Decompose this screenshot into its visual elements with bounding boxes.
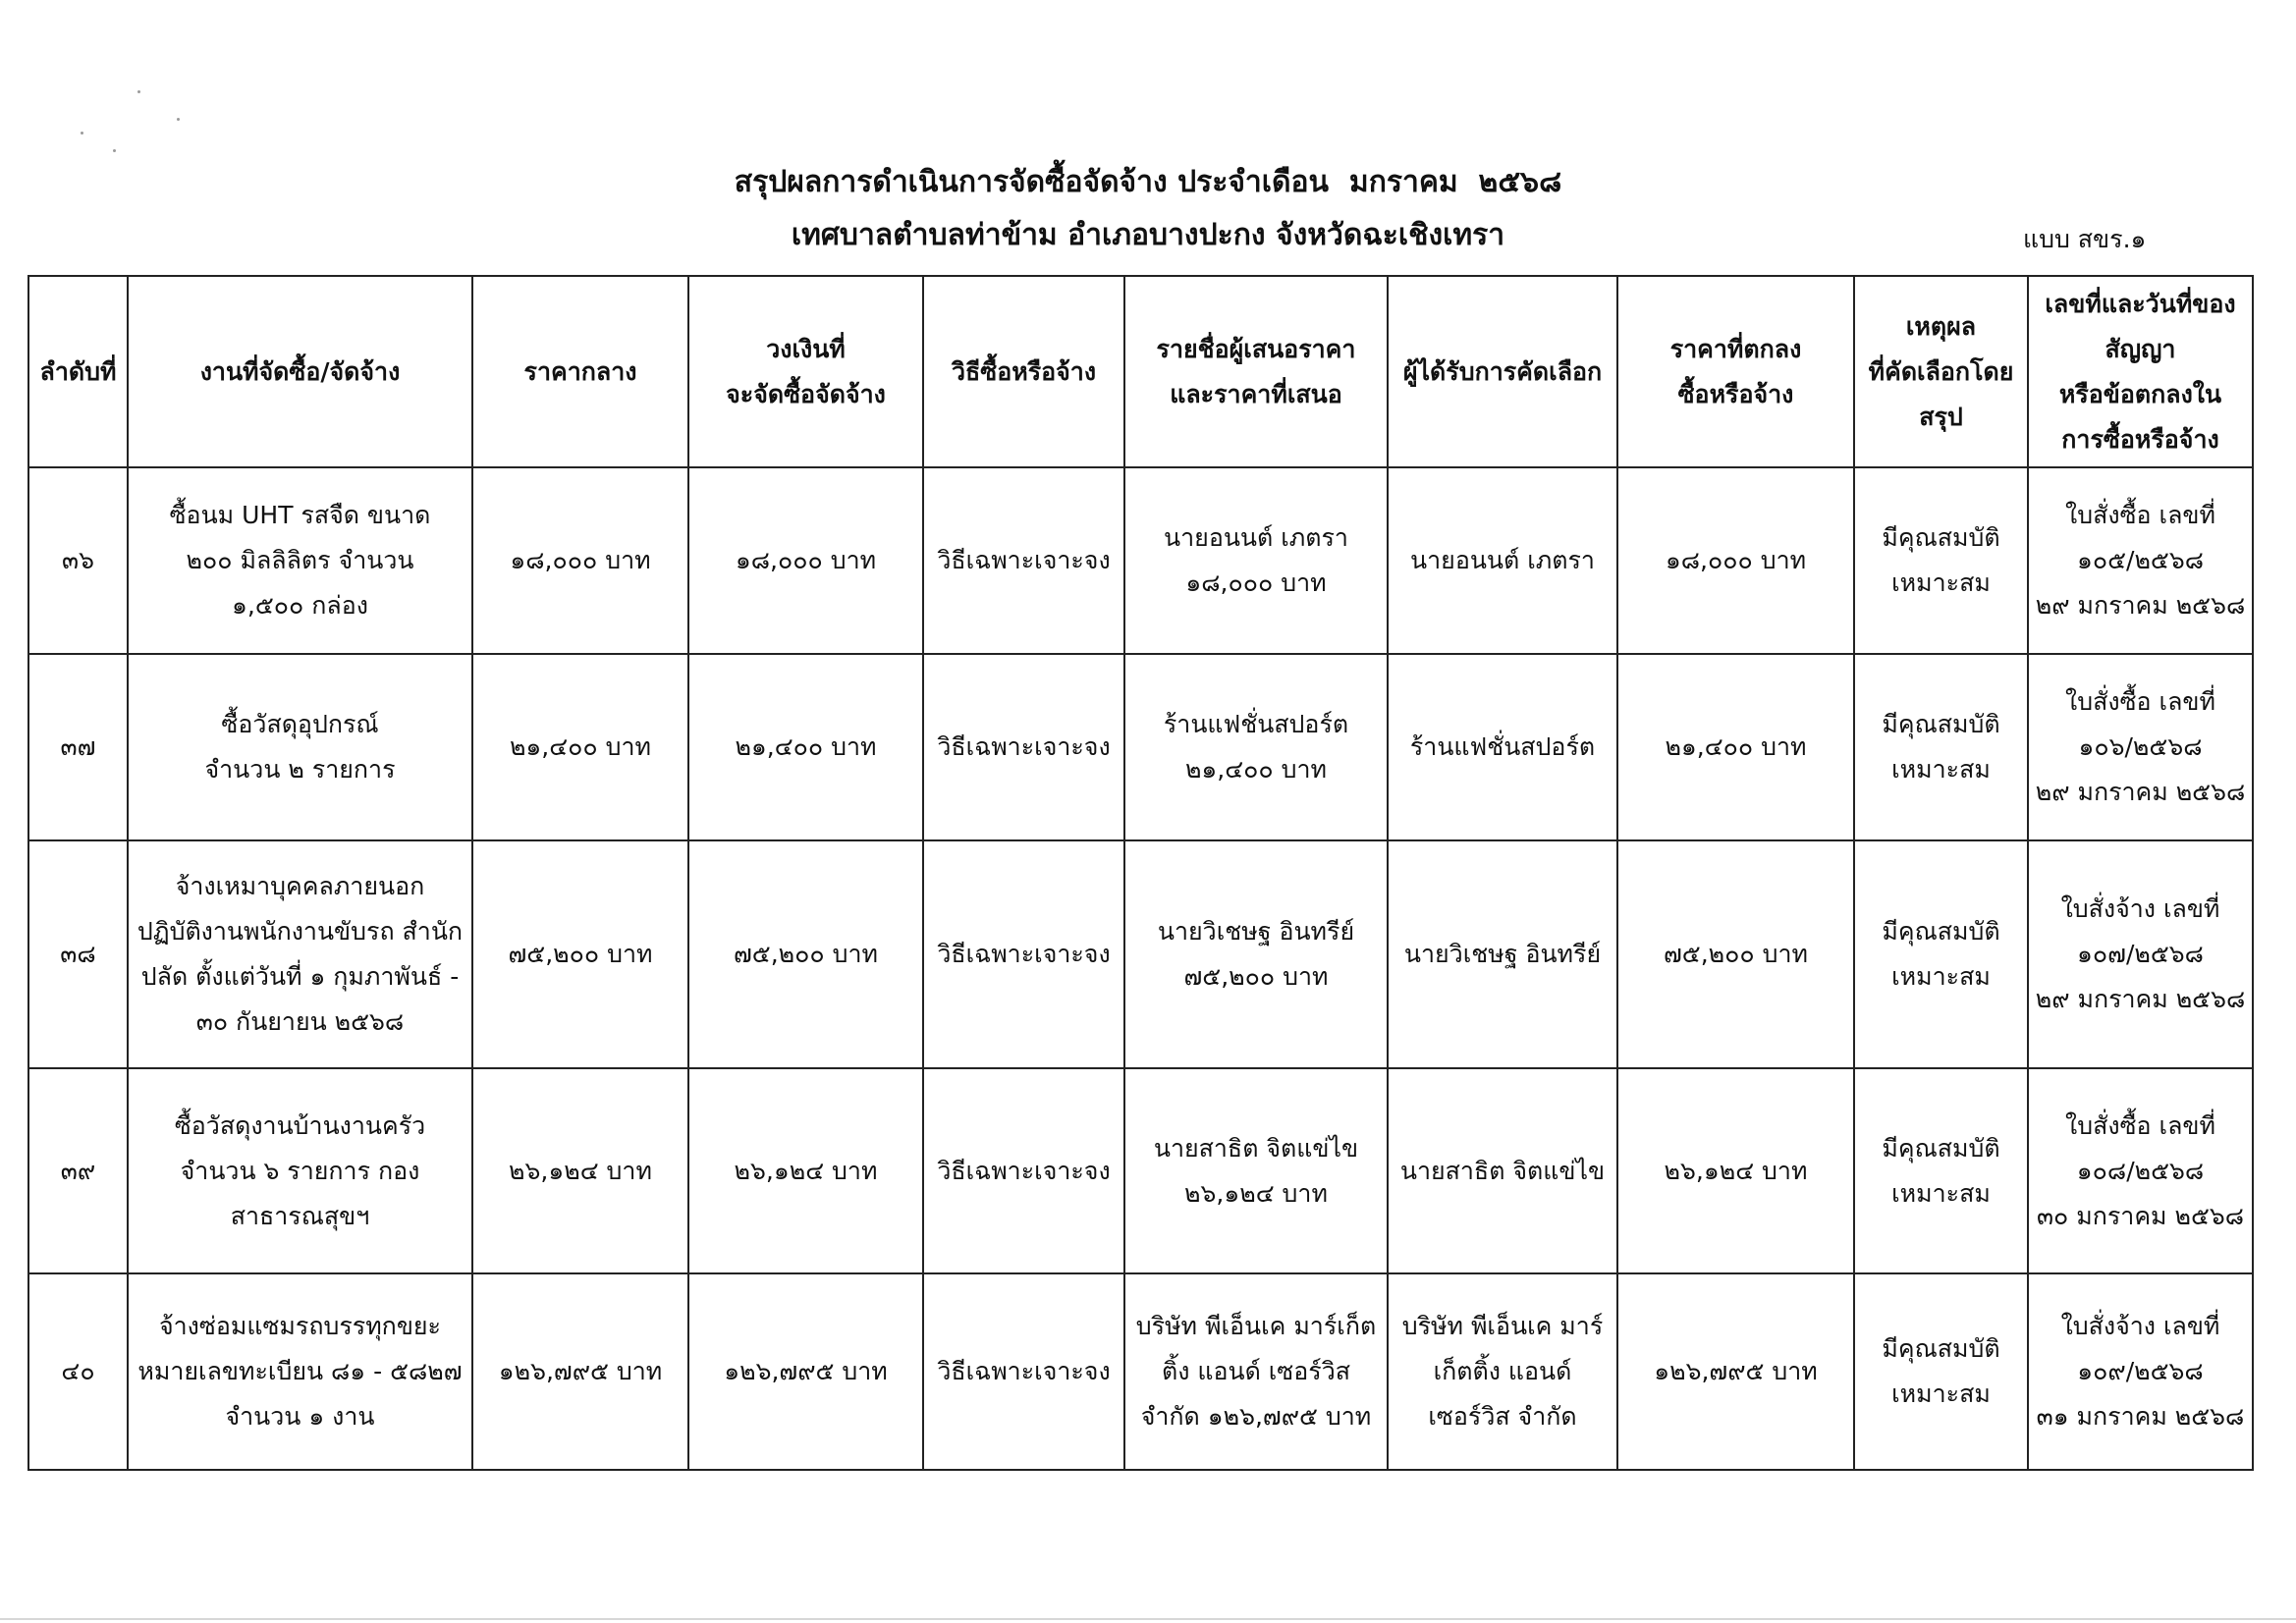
table-row bbox=[28, 840, 2253, 1068]
cell-line: ใบสั่งจ้าง เลขที่ bbox=[2060, 894, 2220, 923]
col-header-reason bbox=[1854, 276, 2028, 467]
cell-no: ๓๙ bbox=[28, 1068, 128, 1273]
cell-line: มีคุณสมบัติ bbox=[1882, 917, 2000, 946]
col-header-contract bbox=[2028, 276, 2253, 467]
cell-line: นายสาธิต จิตแข่ไข bbox=[1153, 1133, 1359, 1163]
document-title: สรุปผลการดำเนินการจัดซื้อจัดจ้าง ประจำเดือน มกราคม ๒๕๖๘ bbox=[734, 165, 1562, 199]
cell-contract bbox=[2028, 1273, 2253, 1470]
cell-line: ๑๐๗/๒๕๖๘ bbox=[2077, 940, 2204, 968]
cell-line: นายวิเชษฐ อินทรีย์ bbox=[1157, 917, 1355, 946]
cell-bidders bbox=[1124, 1068, 1388, 1273]
cell-line: ใบสั่งซื้อ เลขที่ bbox=[2065, 687, 2215, 716]
procurement-table bbox=[27, 275, 2254, 1471]
cell-reason bbox=[1854, 1273, 2028, 1470]
cell-contract bbox=[2028, 1068, 2253, 1273]
cell-method: วิธีเฉพาะเจาะจง bbox=[923, 1068, 1124, 1273]
cell-selected bbox=[1388, 467, 1617, 654]
col-header-text: สัญญา bbox=[2105, 334, 2176, 363]
cell-line: หมายเลขทะเบียน ๘๑ - ๕๘๒๗ bbox=[137, 1357, 463, 1385]
cell-budget: ๗๕,๒๐๐ บาท bbox=[688, 840, 923, 1068]
cell-bidders bbox=[1124, 840, 1388, 1068]
col-header-text: วงเงินที่ bbox=[766, 334, 846, 363]
cell-agreed-price: ๒๑,๔๐๐ บาท bbox=[1617, 654, 1854, 840]
col-header-median-price bbox=[472, 276, 688, 467]
cell-reason bbox=[1854, 1068, 2028, 1273]
cell-reason bbox=[1854, 467, 2028, 654]
cell-line: จำนวน ๖ รายการ กอง bbox=[180, 1156, 420, 1185]
cell-budget: ๒๖,๑๒๔ บาท bbox=[688, 1068, 923, 1273]
col-header-text: ที่คัดเลือกโดย bbox=[1868, 356, 2014, 386]
cell-line: เหมาะสม bbox=[1891, 962, 1991, 991]
cell-line: จำนวน ๒ รายการ bbox=[204, 755, 396, 784]
col-header-text: จะจัดซื้อจัดจ้าง bbox=[726, 379, 886, 408]
cell-line: ๒๙ มกราคม ๒๕๖๘ bbox=[2035, 591, 2246, 620]
col-header-text: ราคาที่ตกลง bbox=[1669, 334, 1802, 363]
cell-method: วิธีเฉพาะเจาะจง bbox=[923, 1273, 1124, 1470]
cell-line: เหมาะสม bbox=[1891, 568, 1991, 597]
cell-line: มีคุณสมบัติ bbox=[1882, 1133, 2000, 1163]
cell-method: วิธีเฉพาะเจาะจง bbox=[923, 840, 1124, 1068]
col-header-text: งานที่จัดซื้อ/จัดจ้าง bbox=[199, 356, 401, 386]
cell-line: นายสาธิต จิตแข่ไข bbox=[1399, 1156, 1606, 1185]
form-code: แบบ สขร.๑ bbox=[2023, 225, 2147, 253]
cell-line: ปฏิบัติงานพนักงานขับรถ สำนัก bbox=[137, 917, 464, 946]
cell-median-price: ๒๑,๔๐๐ บาท bbox=[472, 654, 688, 840]
cell-line: ติ้ง แอนด์ เซอร์วิส bbox=[1161, 1357, 1351, 1385]
cell-line: บริษัท พีเอ็นเค มาร์ bbox=[1401, 1312, 1604, 1340]
cell-budget: ๑๘,๐๐๐ บาท bbox=[688, 467, 923, 654]
scan-speck bbox=[137, 90, 140, 93]
cell-line: ร้านแฟชั่นสปอร์ต bbox=[1409, 732, 1596, 761]
cell-line: เหมาะสม bbox=[1891, 1380, 1991, 1408]
table-body bbox=[28, 467, 2253, 1470]
cell-method: วิธีเฉพาะเจาะจง bbox=[923, 654, 1124, 840]
cell-work bbox=[128, 1273, 472, 1470]
cell-line: ๒๙ มกราคม ๒๕๖๘ bbox=[2035, 985, 2246, 1013]
cell-line: จำกัด ๑๒๖,๗๙๕ บาท bbox=[1140, 1402, 1372, 1431]
cell-line: ๓๐ กันยายน ๒๕๖๘ bbox=[195, 1007, 405, 1036]
cell-line: จ้างซ่อมแซมรถบรรทุกขยะ bbox=[159, 1312, 441, 1340]
cell-budget: ๑๒๖,๗๙๕ บาท bbox=[688, 1273, 923, 1470]
col-header-bidders bbox=[1124, 276, 1388, 467]
cell-line: เหมาะสม bbox=[1891, 755, 1991, 784]
cell-line: ร้านแฟชั่นสปอร์ต bbox=[1163, 710, 1349, 738]
cell-line: ใบสั่งซื้อ เลขที่ bbox=[2065, 501, 2215, 529]
cell-line: เซอร์วิส จำกัด bbox=[1428, 1402, 1577, 1431]
cell-method: วิธีเฉพาะเจาะจง bbox=[923, 467, 1124, 654]
cell-line: บริษัท พีเอ็นเค มาร์เก็ต bbox=[1135, 1312, 1377, 1340]
cell-median-price: ๒๖,๑๒๔ บาท bbox=[472, 1068, 688, 1273]
cell-agreed-price: ๑๘,๐๐๐ บาท bbox=[1617, 467, 1854, 654]
cell-line: จำนวน ๑ งาน bbox=[225, 1402, 375, 1431]
cell-line: ซื้อนม UHT รสจืด ขนาด bbox=[169, 501, 431, 529]
scan-speck bbox=[177, 118, 180, 121]
col-header-text: เหตุผล bbox=[1905, 311, 1977, 341]
cell-work bbox=[128, 654, 472, 840]
cell-line: ๑๐๖/๒๕๖๘ bbox=[2078, 732, 2203, 761]
cell-line: ๓๐ มกราคม ๒๕๖๘ bbox=[2036, 1201, 2245, 1230]
cell-reason bbox=[1854, 654, 2028, 840]
cell-line: ๒๙ มกราคม ๒๕๖๘ bbox=[2035, 778, 2246, 806]
cell-line: เหมาะสม bbox=[1891, 1178, 1991, 1208]
cell-line: ๒๑,๔๐๐ บาท bbox=[1184, 755, 1328, 784]
col-header-no bbox=[28, 276, 128, 467]
col-header-method bbox=[923, 276, 1124, 467]
cell-contract bbox=[2028, 467, 2253, 654]
cell-line: มีคุณสมบัติ bbox=[1882, 523, 2000, 552]
cell-median-price: ๑๘,๐๐๐ บาท bbox=[472, 467, 688, 654]
cell-budget: ๒๑,๔๐๐ บาท bbox=[688, 654, 923, 840]
col-header-text: หรือข้อตกลงใน bbox=[2058, 379, 2222, 408]
col-header-agreed-price bbox=[1617, 276, 1854, 467]
cell-line: ใบสั่งซื้อ เลขที่ bbox=[2065, 1110, 2215, 1140]
cell-line: เก็ตติ้ง แอนด์ bbox=[1433, 1357, 1572, 1385]
cell-no: ๓๘ bbox=[28, 840, 128, 1068]
col-header-work bbox=[128, 276, 472, 467]
col-header-text: ราคากลาง bbox=[523, 356, 637, 386]
cell-bidders bbox=[1124, 654, 1388, 840]
cell-median-price: ๑๒๖,๗๙๕ บาท bbox=[472, 1273, 688, 1470]
col-header-text: การซื้อหรือจ้าง bbox=[2061, 424, 2219, 454]
cell-contract bbox=[2028, 654, 2253, 840]
cell-line: ซื้อวัสดุอุปกรณ์ bbox=[221, 710, 379, 738]
cell-work bbox=[128, 840, 472, 1068]
cell-bidders bbox=[1124, 467, 1388, 654]
cell-agreed-price: ๗๕,๒๐๐ บาท bbox=[1617, 840, 1854, 1068]
table-row bbox=[28, 654, 2253, 840]
table-row bbox=[28, 1273, 2253, 1470]
cell-bidders bbox=[1124, 1273, 1388, 1470]
cell-line: ๑,๕๐๐ กล่อง bbox=[232, 591, 368, 620]
cell-median-price: ๗๕,๒๐๐ บาท bbox=[472, 840, 688, 1068]
cell-line: มีคุณสมบัติ bbox=[1882, 1334, 2000, 1363]
document-subtitle: เทศบาลตำบลท่าข้าม อำเภอบางปะกง จังหวัดฉะเชิงเทรา bbox=[791, 218, 1505, 252]
cell-line: นายอนนต์ เภตรา bbox=[1164, 523, 1348, 552]
cell-line: ใบสั่งจ้าง เลขที่ bbox=[2060, 1312, 2220, 1340]
cell-line: ๓๑ มกราคม ๒๕๖๘ bbox=[2036, 1402, 2245, 1431]
cell-selected bbox=[1388, 1068, 1617, 1273]
cell-work bbox=[128, 467, 472, 654]
col-header-selected bbox=[1388, 276, 1617, 467]
scan-speck bbox=[113, 149, 116, 152]
cell-line: ปลัด ตั้งแต่วันที่ ๑ กุมภาพันธ์ - bbox=[140, 962, 460, 991]
cell-no: ๓๗ bbox=[28, 654, 128, 840]
table-row bbox=[28, 467, 2253, 654]
cell-line: มีคุณสมบัติ bbox=[1882, 710, 2000, 738]
cell-agreed-price: ๑๒๖,๗๙๕ บาท bbox=[1617, 1273, 1854, 1470]
cell-line: สาธารณสุขฯ bbox=[230, 1201, 370, 1230]
cell-agreed-price: ๒๖,๑๒๔ บาท bbox=[1617, 1068, 1854, 1273]
col-header-text: เลขที่และวันที่ของ bbox=[2045, 289, 2236, 318]
cell-reason bbox=[1854, 840, 2028, 1068]
col-header-text: ลำดับที่ bbox=[39, 356, 117, 386]
col-header-budget bbox=[688, 276, 923, 467]
table-row bbox=[28, 1068, 2253, 1273]
cell-contract bbox=[2028, 840, 2253, 1068]
page-edge-line bbox=[0, 1618, 2296, 1620]
cell-selected bbox=[1388, 1273, 1617, 1470]
cell-line: จ้างเหมาบุคคลภายนอก bbox=[175, 872, 425, 900]
cell-line: ๒๖,๑๒๔ บาท bbox=[1184, 1178, 1328, 1208]
cell-no: ๔๐ bbox=[28, 1273, 128, 1470]
cell-line: ๒๐๐ มิลลิลิตร จำนวน bbox=[186, 546, 414, 574]
cell-selected bbox=[1388, 654, 1617, 840]
cell-line: นายวิเชษฐ อินทรีย์ bbox=[1403, 940, 1602, 968]
cell-work bbox=[128, 1068, 472, 1273]
cell-line: ๗๕,๒๐๐ บาท bbox=[1183, 962, 1329, 991]
scan-speck bbox=[81, 132, 83, 135]
col-header-text: และราคาที่เสนอ bbox=[1170, 379, 1342, 408]
cell-line: ซื้อวัสดุงานบ้านงานครัว bbox=[174, 1110, 426, 1140]
cell-no: ๓๖ bbox=[28, 467, 128, 654]
col-header-text: ผู้ได้รับการคัดเลือก bbox=[1402, 356, 1603, 386]
cell-line: ๑๐๙/๒๕๖๘ bbox=[2077, 1357, 2204, 1385]
cell-line: ๑๐๘/๒๕๖๘ bbox=[2076, 1156, 2205, 1185]
cell-line: นายอนนต์ เภตรา bbox=[1410, 546, 1595, 574]
cell-line: ๑๘,๐๐๐ บาท bbox=[1185, 568, 1327, 597]
col-header-text: วิธีซื้อหรือจ้าง bbox=[951, 356, 1097, 386]
col-header-text: รายชื่อผู้เสนอราคา bbox=[1156, 334, 1356, 363]
col-header-text: สรุป bbox=[1919, 402, 1963, 431]
cell-selected bbox=[1388, 840, 1617, 1068]
cell-line: ๑๐๕/๒๕๖๘ bbox=[2076, 546, 2205, 574]
header-row bbox=[28, 276, 2253, 467]
col-header-text: ซื้อหรือจ้าง bbox=[1677, 379, 1794, 408]
